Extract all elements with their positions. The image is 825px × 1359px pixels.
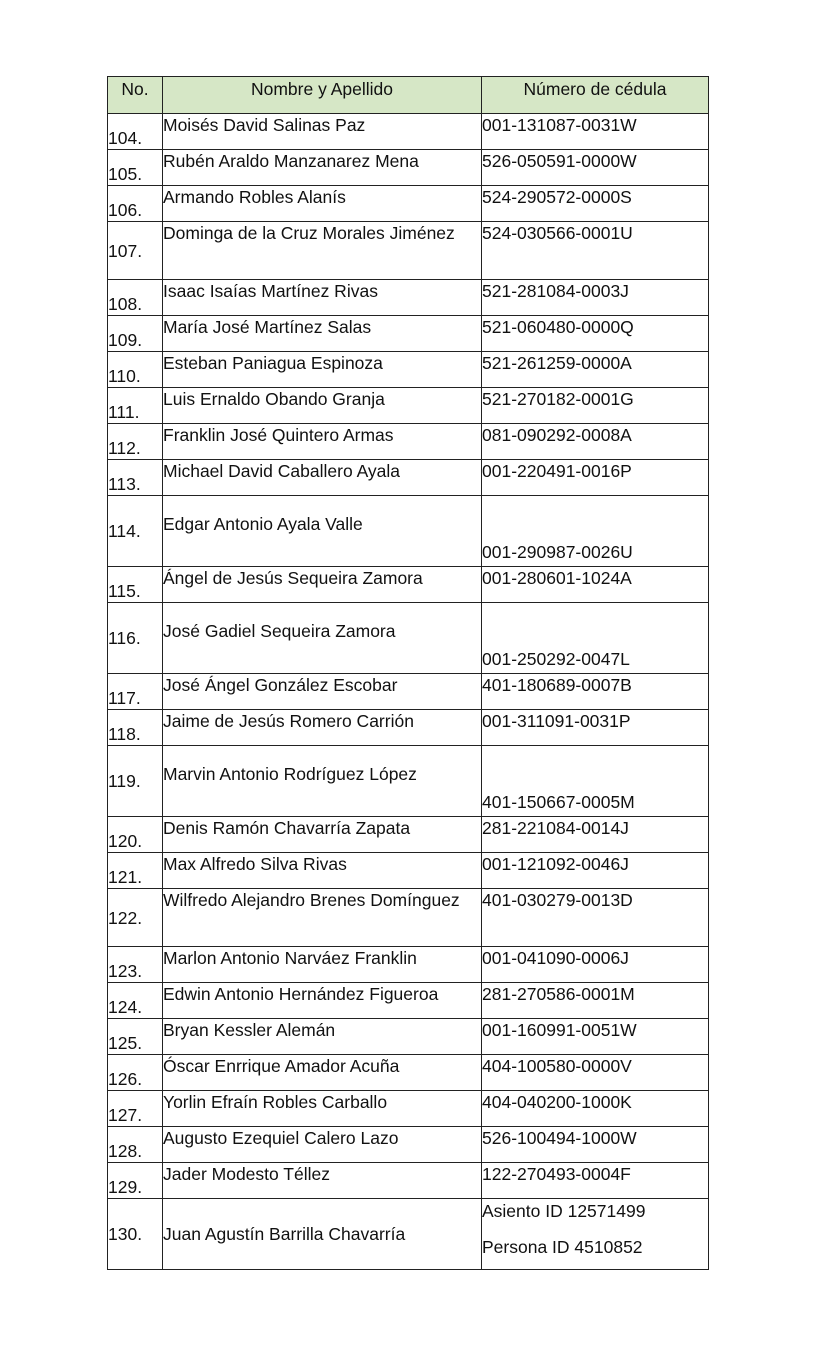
table-row [108, 222, 709, 280]
table-row [108, 710, 709, 746]
row-cedula: 001-280601-1024A [482, 567, 709, 603]
row-number: 110. [108, 352, 163, 388]
row-cedula [482, 1199, 709, 1270]
row-number: 122. [108, 889, 163, 947]
table-row [108, 186, 709, 222]
row-name: Yorlin Efraín Robles Carballo [163, 1091, 482, 1127]
row-cedula: 001-121092-0046J [482, 853, 709, 889]
row-number: 115. [108, 567, 163, 603]
table-row [108, 889, 709, 947]
table-row [108, 1127, 709, 1163]
asiento-id: Asiento ID 12571499 [482, 1201, 646, 1221]
row-number: 117. [108, 674, 163, 710]
row-name: Franklin José Quintero Armas [163, 424, 482, 460]
row-number: 119. [108, 746, 163, 817]
row-number: 113. [108, 460, 163, 496]
row-number: 121. [108, 853, 163, 889]
header-name: Nombre y Apellido [163, 77, 482, 114]
table-row [108, 567, 709, 603]
row-number: 129. [108, 1163, 163, 1199]
row-number: 125. [108, 1019, 163, 1055]
row-number: 126. [108, 1055, 163, 1091]
row-cedula: 122-270493-0004F [482, 1163, 709, 1199]
row-name: Bryan Kessler Alemán [163, 1019, 482, 1055]
table-row [108, 817, 709, 853]
row-cedula: 401-180689-0007B [482, 674, 709, 710]
row-number: 114. [108, 496, 163, 567]
row-number: 130. [108, 1199, 163, 1270]
table-row [108, 1055, 709, 1091]
table-row [108, 983, 709, 1019]
row-number: 124. [108, 983, 163, 1019]
row-number: 111. [108, 388, 163, 424]
row-cedula: 524-030566-0001U [482, 222, 709, 280]
table-row [108, 316, 709, 352]
row-number: 128. [108, 1127, 163, 1163]
header-no: No. [108, 77, 163, 114]
row-name: Armando Robles Alanís [163, 186, 482, 222]
table-row [108, 674, 709, 710]
row-cedula: 524-290572-0000S [482, 186, 709, 222]
table-row [108, 1019, 709, 1055]
row-name: Wilfredo Alejandro Brenes Domínguez [163, 889, 482, 947]
row-cedula: 081-090292-0008A [482, 424, 709, 460]
row-name: Rubén Araldo Manzanarez Mena [163, 150, 482, 186]
table-row [108, 460, 709, 496]
table-row [108, 424, 709, 460]
row-cedula: 281-221084-0014J [482, 817, 709, 853]
row-name: Edwin Antonio Hernández Figueroa [163, 983, 482, 1019]
row-name: Michael David Caballero Ayala [163, 460, 482, 496]
row-cedula: 001-250292-0047L [482, 603, 709, 674]
table-row [108, 150, 709, 186]
table-row [108, 853, 709, 889]
row-name: Esteban Paniagua Espinoza [163, 352, 482, 388]
table-row [108, 114, 709, 150]
persona-id: Persona ID 4510852 [482, 1237, 643, 1257]
row-number: 123. [108, 947, 163, 983]
row-cedula: 521-281084-0003J [482, 280, 709, 316]
table-row [108, 280, 709, 316]
row-cedula: 001-311091-0031P [482, 710, 709, 746]
row-cedula: 401-030279-0013D [482, 889, 709, 947]
table-row [108, 1199, 709, 1270]
row-cedula: 404-040200-1000K [482, 1091, 709, 1127]
row-number: 108. [108, 280, 163, 316]
header-row [108, 77, 709, 114]
row-cedula: 001-131087-0031W [482, 114, 709, 150]
row-name: Max Alfredo Silva Rivas [163, 853, 482, 889]
table-row [108, 1163, 709, 1199]
row-number: 104. [108, 114, 163, 150]
row-cedula: 526-100494-1000W [482, 1127, 709, 1163]
row-cedula: 001-290987-0026U [482, 496, 709, 567]
row-number: 127. [108, 1091, 163, 1127]
row-name: Ángel de Jesús Sequeira Zamora [163, 567, 482, 603]
table-row [108, 947, 709, 983]
row-name: Luis Ernaldo Obando Granja [163, 388, 482, 424]
row-name: Marvin Antonio Rodríguez López [163, 746, 482, 817]
row-cedula: 521-261259-0000A [482, 352, 709, 388]
row-cedula: 001-160991-0051W [482, 1019, 709, 1055]
row-cedula: 521-270182-0001G [482, 388, 709, 424]
table-row [108, 496, 709, 567]
row-name: José Ángel González Escobar [163, 674, 482, 710]
row-name: Isaac Isaías Martínez Rivas [163, 280, 482, 316]
row-cedula: 404-100580-0000V [482, 1055, 709, 1091]
row-cedula: 281-270586-0001M [482, 983, 709, 1019]
roster-table [107, 76, 709, 1270]
row-cedula: 401-150667-0005M [482, 746, 709, 817]
row-name: Denis Ramón Chavarría Zapata [163, 817, 482, 853]
row-number: 109. [108, 316, 163, 352]
row-name: Juan Agustín Barrilla Chavarría [163, 1199, 482, 1270]
row-name: Marlon Antonio Narváez Franklin [163, 947, 482, 983]
row-name: Jader Modesto Téllez [163, 1163, 482, 1199]
row-name: Dominga de la Cruz Morales Jiménez [163, 222, 482, 280]
table-row [108, 388, 709, 424]
row-name: Augusto Ezequiel Calero Lazo [163, 1127, 482, 1163]
row-number: 105. [108, 150, 163, 186]
row-number: 118. [108, 710, 163, 746]
row-number: 120. [108, 817, 163, 853]
row-name: José Gadiel Sequeira Zamora [163, 603, 482, 674]
row-number: 112. [108, 424, 163, 460]
row-cedula: 001-220491-0016P [482, 460, 709, 496]
row-cedula: 526-050591-0000W [482, 150, 709, 186]
header-cedula: Número de cédula [482, 77, 709, 114]
row-number: 116. [108, 603, 163, 674]
row-name: Óscar Enrrique Amador Acuña [163, 1055, 482, 1091]
row-cedula: 521-060480-0000Q [482, 316, 709, 352]
row-name: Jaime de Jesús Romero Carrión [163, 710, 482, 746]
row-name: Moisés David Salinas Paz [163, 114, 482, 150]
table-row [108, 603, 709, 674]
table-row [108, 1091, 709, 1127]
row-name: María José Martínez Salas [163, 316, 482, 352]
table-row [108, 352, 709, 388]
row-number: 107. [108, 222, 163, 280]
row-cedula: 001-041090-0006J [482, 947, 709, 983]
row-name: Edgar Antonio Ayala Valle [163, 496, 482, 567]
table-row [108, 746, 709, 817]
row-number: 106. [108, 186, 163, 222]
